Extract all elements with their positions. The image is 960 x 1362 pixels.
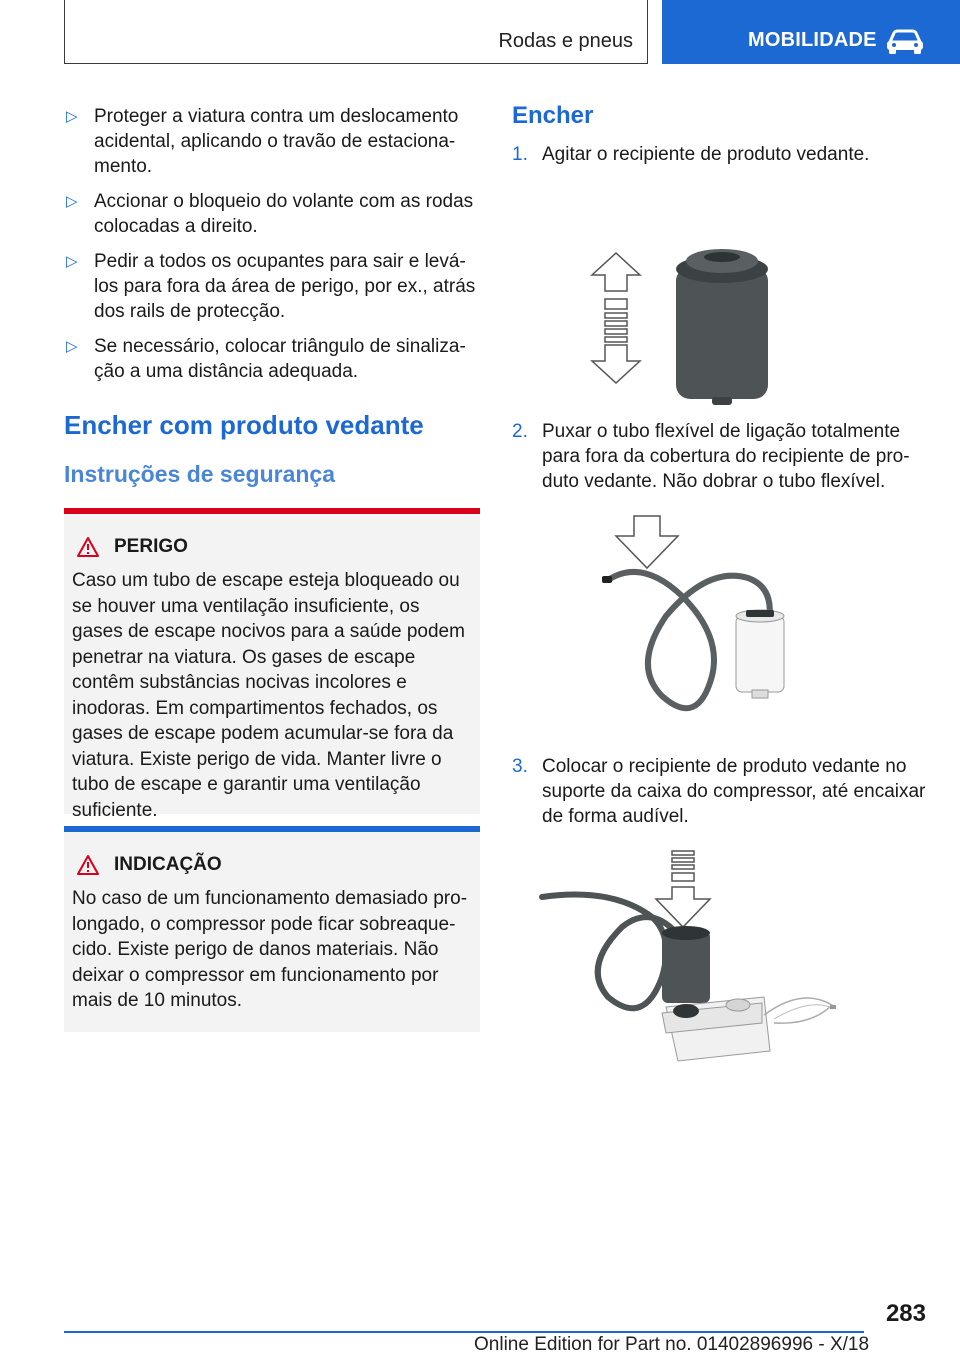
safety-bullet-list xyxy=(64,104,480,384)
warning-triangle-icon xyxy=(76,854,100,876)
danger-title: PERIGO xyxy=(114,536,188,557)
step-number: 1. xyxy=(512,144,528,165)
step-item xyxy=(512,419,932,494)
danger-warning-box xyxy=(64,508,480,821)
list-item: ▷ Se necessário, colocar triângulo de sinalização a uma distância adequada. xyxy=(66,336,466,382)
page-number: 283 xyxy=(885,1300,926,1327)
triangle-bullet-icon: ▷ xyxy=(66,108,78,125)
pull-hose-illustration xyxy=(512,506,932,746)
footer-edition-text: Online Edition for Part no. 01402896996 - X/18 xyxy=(474,1334,870,1355)
right-column xyxy=(512,102,932,1067)
notice-header xyxy=(72,854,472,876)
footer-divider xyxy=(64,1331,864,1333)
danger-text: Caso um tubo de escape esteja bloqueado ou se houver uma ventilação insuficiente, os gases de escape nocivos para a saúde podem penetrar na viatura. Os gases de escape contêm substâncias nocivas incolores e inodoras. Em compartimentos fechados, os gases de escape podem acumular-se fora da viatura. Existe perigo de vida. Manter livre o tubo de escape e garantir uma ventilação suficiente. xyxy=(72,570,465,821)
step-text: Colocar o recipiente de produto vedante no suporte da caixa do compressor, até encaixar de forma audível. xyxy=(542,756,926,827)
step-item xyxy=(512,754,932,829)
triangle-bullet-icon: ▷ xyxy=(66,253,78,270)
insert-bottle-illustration xyxy=(512,847,932,1067)
list-item: ▷ Accionar o bloqueio do volante com as rodas colocadas a direito. xyxy=(66,191,474,237)
fill-title: Encher xyxy=(512,102,594,129)
notice-text: No caso de um funcionamento demasiado prolongado, o compressor pode ficar sobreaquecido. Existe perigo de danos materiais. Não deixar o compressor em funcionamento por mais de 10 minutos. xyxy=(72,888,468,1011)
notice-title: INDICAÇÃO xyxy=(114,854,222,875)
step-number: 2. xyxy=(512,421,528,442)
header-section-box xyxy=(64,0,648,64)
section-title: Encher com produto vedante xyxy=(64,410,424,440)
sub-title: Instruções de segurança xyxy=(64,461,335,487)
list-item: ▷ Proteger a viatura contra um deslocamento acidental, aplicando o travão de estacionamento. xyxy=(66,106,459,177)
triangle-bullet-icon: ▷ xyxy=(66,338,78,355)
step-text: Puxar o tubo flexível de ligação totalmente para fora da cobertura do recipiente de produto vedante. Não dobrar o tubo flexível. xyxy=(542,421,910,492)
car-icon xyxy=(884,28,926,54)
left-column xyxy=(64,104,480,1032)
list-item: ▷ Pedir a todos os ocupantes para sair e levá-los para fora da área de perigo, por ex., atrás dos rails de protecção. xyxy=(66,251,476,322)
triangle-bullet-icon: ▷ xyxy=(66,193,78,210)
step-number: 3. xyxy=(512,756,528,777)
warning-triangle-icon xyxy=(76,536,100,558)
step-text: Agitar o recipiente de produto vedante. xyxy=(542,144,870,165)
step-item xyxy=(512,142,932,167)
danger-header xyxy=(72,536,472,558)
header-section-title: Rodas e pneus xyxy=(498,30,633,52)
header-chapter-label: MOBILIDADE xyxy=(748,29,877,51)
notice-warning-box xyxy=(64,826,480,1032)
shake-bottle-illustration xyxy=(512,183,932,413)
